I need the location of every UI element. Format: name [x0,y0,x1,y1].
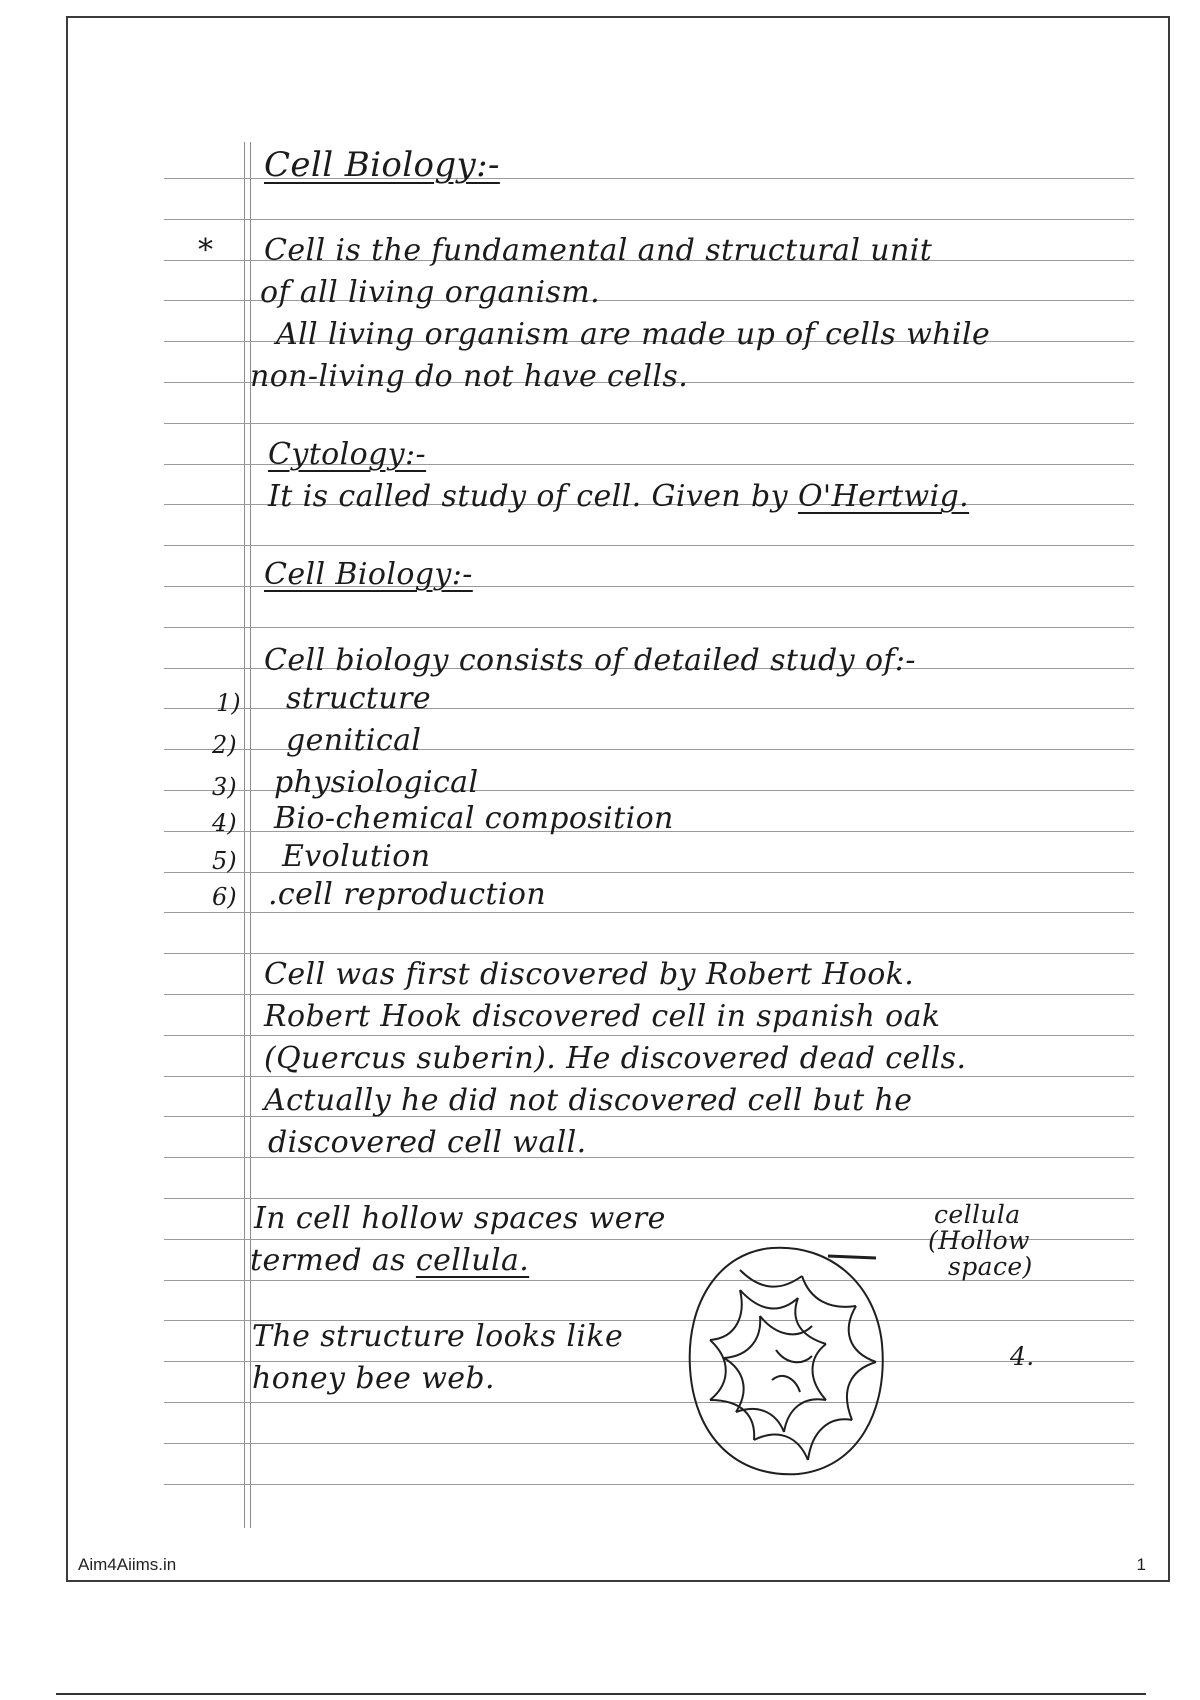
cytology-text [268,480,969,514]
structure-line-1: The structure looks like [252,1319,624,1354]
cell-web [795,1298,826,1344]
page-frame [66,16,1170,1582]
bottom-rule [56,1693,1146,1695]
hook-line-4: Actually he did not discovered cell but he [264,1083,913,1118]
notes-title: Cell Biology:- [264,145,500,185]
label-pointer [828,1256,876,1258]
cell-biology-heading: Cell Biology:- [264,557,473,592]
ruled-line [164,1035,1134,1036]
list-item: Evolution [282,839,431,874]
cytology-person: O'Hertwig. [797,479,970,514]
ruled-line [164,545,1134,546]
cell-web [740,1290,798,1308]
diagram-label-3: space) [948,1252,1033,1281]
footer-site: Aim4Aiims.in [78,1555,177,1574]
cell-web [772,1376,800,1392]
list-number: 1) [216,689,241,717]
ruled-line [164,994,1134,995]
cell-web [802,1276,856,1307]
structure-line-2: honey bee web. [252,1361,495,1396]
list-number: 3) [212,773,237,801]
ruled-line [164,1198,1134,1199]
cell-web [710,1290,742,1340]
list-item: physiological [274,765,479,800]
ruled-line [164,1484,1134,1485]
hollow-text: termed as [250,1243,416,1278]
hook-line-3: (Quercus suberin). He discovered dead cells. [264,1041,967,1076]
ruled-line [164,1076,1134,1077]
ruled-line [164,423,1134,424]
cell-web [813,1344,827,1400]
definition-line-1: Cell is the fundamental and structural unit [264,233,933,268]
cytology-sentence: It is called study of cell. Given by [268,479,798,514]
consists-line: Cell biology consists of detailed study of:- [264,643,916,678]
cell-web [736,1409,784,1432]
list-number: 2) [212,731,237,759]
list-number: 6) [212,883,237,911]
cell-web [754,1434,808,1460]
list-item: .cell reproduction [268,877,547,912]
definition-line-3: All living organism are made up of cells while [276,317,991,352]
list-item: structure [286,681,431,716]
ruled-line [164,1402,1134,1403]
cell-web [849,1306,876,1362]
ruled-line [164,627,1134,628]
cell-web [784,1399,826,1432]
ruled-line [164,953,1134,954]
diagram-label-2: (Hollow [928,1226,1030,1255]
page-mark: 4. [1010,1342,1035,1371]
ruled-line [164,1443,1134,1444]
cork-cell-drawing [680,1240,900,1480]
cell-web [724,1316,760,1358]
cell-web [740,1270,802,1287]
hook-line-1: Cell was first discovered by Robert Hook. [264,957,915,992]
ruled-line [164,219,1134,220]
ruled-line [164,912,1134,913]
list-number: 5) [212,847,237,875]
cell-web [776,1350,812,1362]
list-item: genitical [286,723,422,758]
star-bullet: * [198,233,214,268]
definition-line-4: non-living do not have cells. [250,359,689,394]
definition-line-2: of all living organism. [260,275,601,310]
hook-line-2: Robert Hook discovered cell in spanish oak [264,999,941,1034]
hollow-term: cellula. [415,1243,530,1278]
cell-web [710,1400,754,1440]
hollow-line-2 [250,1244,529,1278]
cell-web [760,1316,812,1334]
cell-outline [690,1248,883,1475]
list-item: Bio-chemical composition [274,801,674,836]
footer-page-number: 1 [1136,1555,1146,1574]
list-number: 4) [212,809,237,837]
cell-web [847,1362,876,1420]
hook-line-5: discovered cell wall. [268,1125,587,1160]
cytology-heading: Cytology:- [268,437,427,472]
cell-web [710,1340,726,1400]
diagram-label-1: cellula [934,1200,1021,1229]
hollow-line-1: In cell hollow spaces were [254,1201,666,1236]
